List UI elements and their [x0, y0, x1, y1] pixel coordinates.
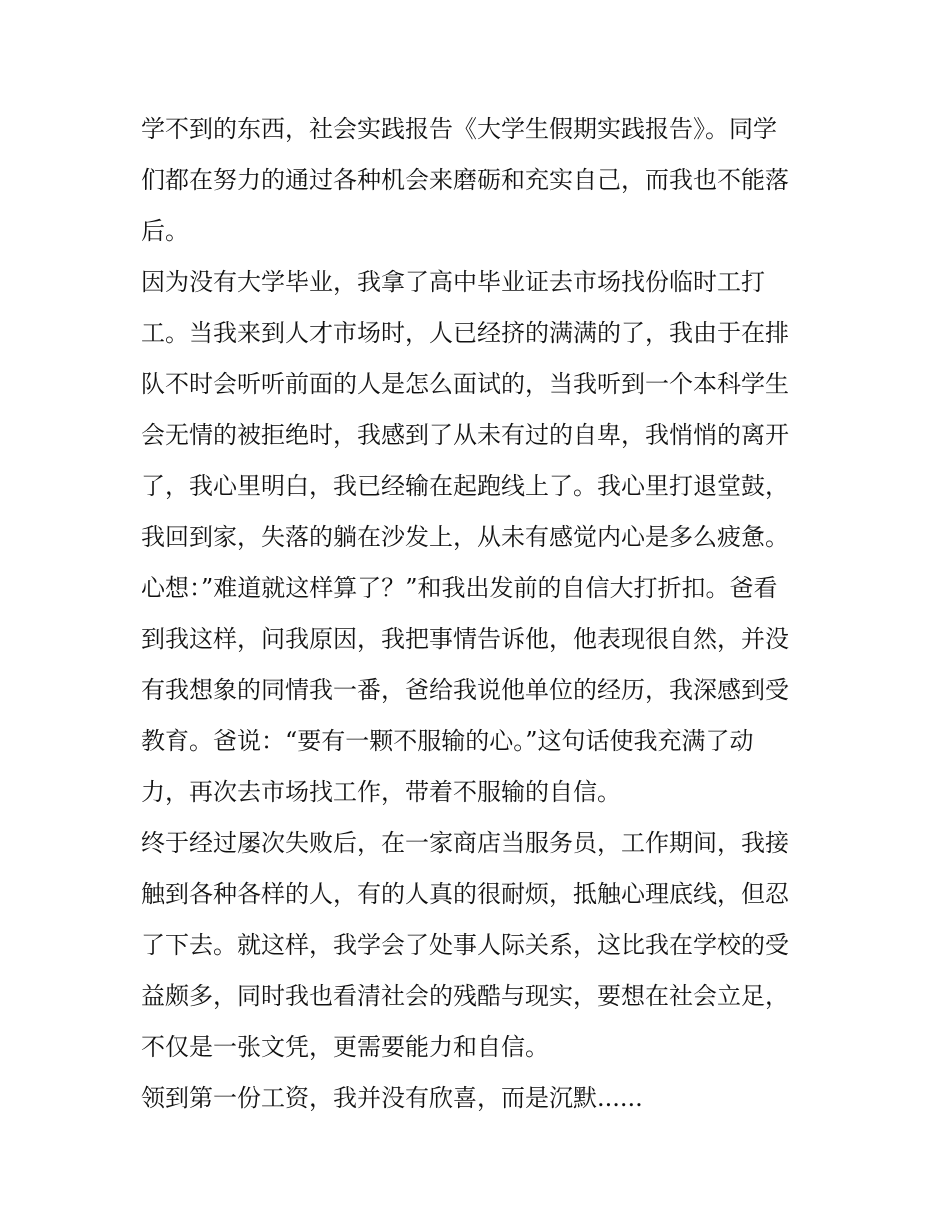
- body-text: [141, 104, 821, 1124]
- text-line: 队不时会听听前面的人是怎么面试的，当我听到一个本科学生: [141, 370, 789, 398]
- text-line: 因为没有大学毕业，我拿了高中毕业证去市场找份临时工打: [141, 268, 765, 296]
- text-line: 了，我心里明白，我已经输在起跑线上了。我心里打退堂鼓，: [141, 472, 789, 500]
- text-line: 学不到的东西，社会实践报告《大学生假期实践报告》。同学: [141, 115, 777, 143]
- text-line: 益颇多，同时我也看清社会的残酷与现实，要想在社会立足，: [141, 982, 789, 1010]
- text-line: 不仅是一张文凭，更需要能力和自信。: [141, 1033, 549, 1061]
- text-line: 有我想象的同情我一番，爸给我说他单位的经历，我深感到受: [141, 676, 789, 704]
- text-line: 终于经过屡次失败后，在一家商店当服务员，工作期间，我接: [141, 829, 789, 857]
- text-line: 工。当我来到人才市场时，人已经挤的满满的了，我由于在排: [141, 319, 789, 347]
- text-line: 心想：”难道就这样算了？”和我出发前的自信大打折扣。爸看: [141, 574, 778, 602]
- text-line: 触到各种各样的人，有的人真的很耐烦，抵触心理底线，但忍: [141, 880, 789, 908]
- text-line: 会无情的被拒绝时，我感到了从未有过的自卑，我悄悄的离开: [141, 421, 789, 449]
- text-line: 了下去。就这样，我学会了处事人际关系，这比我在学校的受: [141, 931, 789, 959]
- text-line: 到我这样，问我原因，我把事情告诉他，他表现很自然，并没: [141, 625, 789, 653]
- text-line: 我回到家，失落的躺在沙发上，从未有感觉内心是多么疲惫。: [141, 523, 789, 551]
- text-line: 后。: [141, 217, 189, 245]
- text-line: 领到第一份工资，我并没有欣喜，而是沉默......: [141, 1084, 643, 1112]
- text-line: 教育。爸说：“要有一颗不服输的心。”这句话使我充满了动: [141, 727, 754, 755]
- text-line: 们都在努力的通过各种机会来磨砺和充实自己，而我也不能落: [141, 166, 789, 194]
- text-line: 力，再次去市场找工作，带着不服输的自信。: [141, 778, 621, 806]
